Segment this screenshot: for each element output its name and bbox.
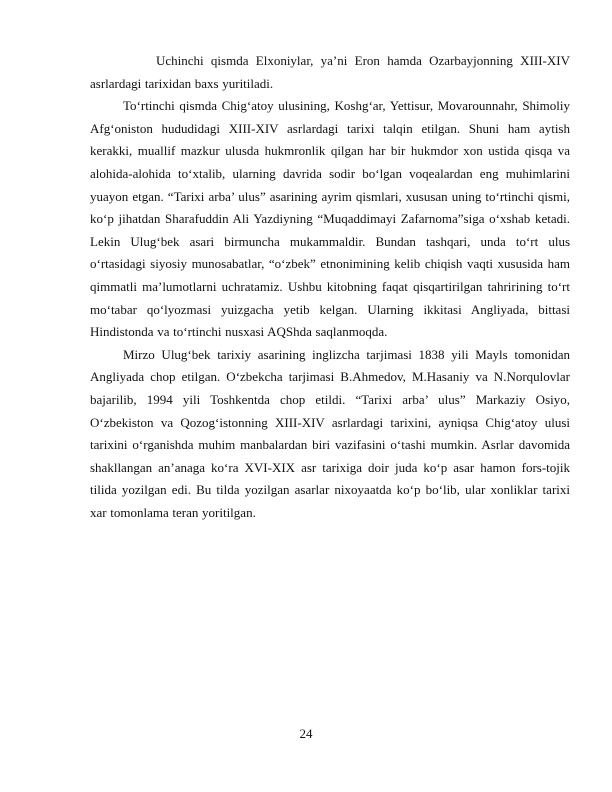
page-body bbox=[90, 50, 570, 524]
paragraph-2: To‘rtinchi qismda Chig‘atoy ulusining, Koshg‘ar, Yettisur, Movarounnahr, Shimoliy Afg‘oniston hududidagi XIII-XIV asrlardagi tarixi talqin etilgan. Shuni ham aytish kerakki, muallif mazkur ulusda hukmronlik qilgan har bir hukmdor xon ustida qisqa va alohida-alohida to‘xtalib, ularning davrida sodir bo‘lgan voqealardan eng muhimlarini yuayon etgan. “Tarixi arba’ ulus” asarining ayrim qismlari, xususan uning to‘rtinchi qismi, ko‘p jihatdan Sharafuddin Ali Yazdiyning “Muqaddimayi Zafarnoma”siga o‘xshab ketadi. Lekin Ulug‘bek asari birmuncha mukammaldir. Bundan tashqari, unda to‘rt ulus o‘rtasidagi siyosiy munosabatlar, “o‘zbek” etnonimining kelib chiqish vaqti xususida ham qimmatli ma’lumotlarni uchratamiz. Ushbu kitobning faqat qisqartirilgan tahririning to‘rt mo‘tabar qo‘lyozmasi yuizgacha yetib kelgan. Ularning ikkitasi Angliyada, bittasi Hindistonda va to‘rtinchi nusxasi AQShda saqlanmoqda. bbox=[90, 98, 570, 340]
page-number: 24 bbox=[299, 726, 313, 741]
paragraph-3: Mirzo Ulug‘bek tarixiy asarining inglizcha tarjimasi 1838 yili Mayls tomonidan Angliyada chop etilgan. O‘zbekcha tarjimasi B.Ahmedov, M.Hasaniy va N.Norqulovlar bajarilib, 1994 yili Toshkentda chop etildi. “Tarixi arba’ ulus” Markaziy Osiyo, O‘zbekiston va Qozog‘istonning XIII-XIV asrlardagi tarixini, ayniqsa Chig‘atoy ulusi tarixini o‘rganishda muhim manbalardan biri vazifasini o‘tashi mumkin. Asrlar davomida shakllangan an’anaga ko‘ra XVI-XIX asr tarixiga doir juda ko‘p asar hamon fors-tojik tilida yozilgan edi. Bu tilda yozilgan asarlar nixoyaatda ko‘p bo‘lib, ular xonliklar tarixi xar tomonlama teran yoritilgan. bbox=[90, 346, 570, 520]
paragraph-1: Uchinchi qismda Elxoniylar, ya’ni Eron hamda Ozarbayjonning XIII-XIV asrlardagi tarixidan baxs yuritiladi. bbox=[90, 53, 570, 91]
